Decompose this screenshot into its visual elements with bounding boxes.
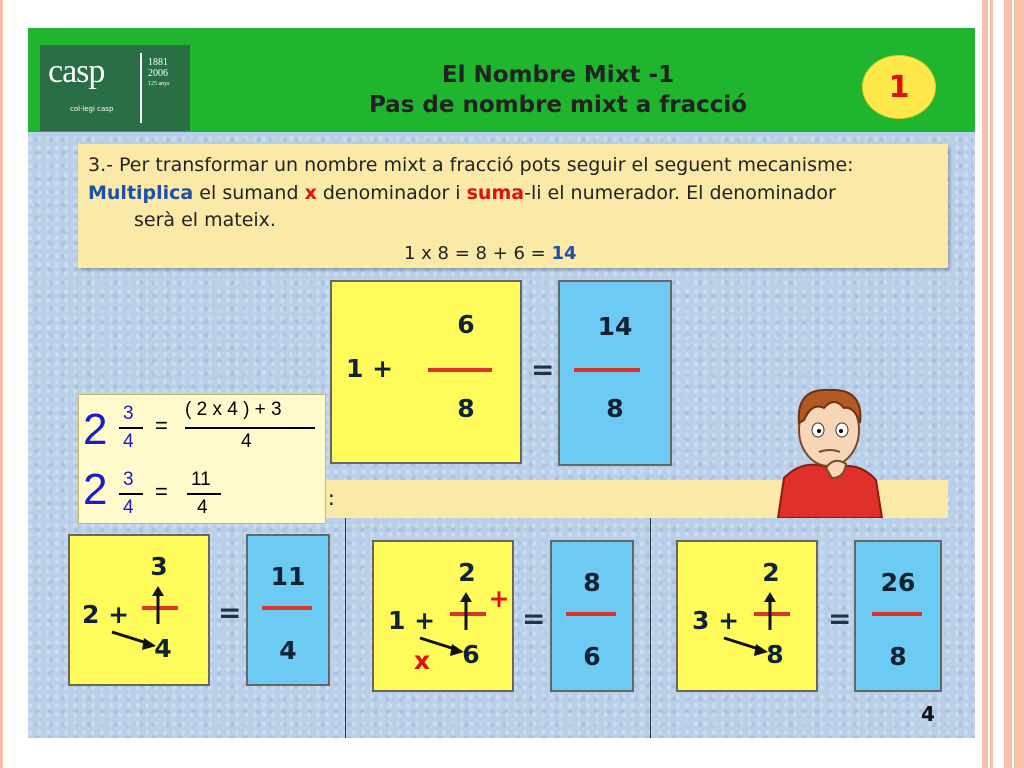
page-number: 4 [921, 702, 935, 726]
formula-line [119, 427, 143, 429]
formula-rhs-num-1: ( 2 x 4 ) + 3 [185, 399, 282, 420]
arrow-icon [110, 584, 190, 654]
example-result-panel [246, 534, 330, 686]
example-denominator: 4 [154, 634, 172, 663]
equals-sign: = [218, 596, 242, 629]
formula-rhs-den-2: 4 [197, 497, 208, 518]
result-numerator: 14 [597, 312, 633, 341]
example-panel [372, 540, 514, 692]
decor-stripe [990, 0, 993, 768]
thinking-boy-illustration [774, 368, 884, 518]
instruction-line-3: serà el mateix. [134, 209, 276, 231]
arrow-icon [418, 590, 498, 660]
example-whole: 3 + [692, 606, 740, 635]
result-fraction-panel [558, 280, 672, 466]
calculation-line: 1 x 8 = 8 + 6 = 14 [404, 243, 577, 264]
result-denominator: 8 [606, 394, 624, 423]
instruction-line-1: 3.- Per transformar un nombre mixt a fracció pots seguir el seguent mecanisme: [88, 154, 854, 176]
mixed-denominator: 8 [457, 394, 475, 423]
column-divider [650, 518, 651, 738]
equals-sign: = [522, 602, 546, 635]
header-bar [28, 28, 975, 132]
title-line-2: Pas de nombre mixt a fracció [368, 92, 748, 118]
formula-whole-2: 2 [83, 465, 108, 514]
example-result-panel [550, 540, 634, 692]
example-panel [68, 534, 210, 686]
fraction-bar [872, 612, 922, 616]
example-result-numerator: 11 [270, 562, 306, 591]
example-numerator: 2 [458, 558, 476, 587]
logo-divider [140, 53, 142, 123]
formula-rhs-den-1: 4 [241, 431, 252, 452]
example-result-denominator: 8 [889, 642, 907, 671]
example-result-denominator: 6 [583, 642, 601, 671]
decor-stripe [1014, 0, 1024, 768]
left-edge-stripe [0, 0, 3, 768]
example-plus-marker: + [488, 584, 510, 613]
formula-den-1: 4 [123, 431, 134, 452]
fraction-bar [574, 368, 640, 372]
instructions-panel [78, 144, 948, 268]
mixed-number-panel [330, 280, 522, 464]
example-numerator: 3 [150, 552, 168, 581]
example-denominator: 6 [462, 640, 480, 669]
formula-equals-1: = [155, 413, 168, 438]
formula-equals-2: = [155, 479, 168, 504]
example-result-numerator: 8 [583, 568, 601, 597]
formula-rhs-num-2: 11 [191, 469, 211, 490]
school-logo [40, 45, 190, 131]
example-whole: 2 + [82, 600, 130, 629]
arrow-icon [722, 590, 802, 660]
fraction-bar [428, 368, 492, 372]
example-times-marker: x [414, 646, 431, 675]
mixed-numerator: 6 [457, 310, 475, 339]
example-result-panel [854, 540, 942, 692]
equals-sign: = [828, 602, 852, 635]
formula-whole-1: 2 [83, 405, 108, 454]
equals-sign: = [531, 353, 555, 386]
example-numerator: 2 [762, 558, 780, 587]
fraction-bar [566, 612, 616, 616]
fraction-bar [262, 606, 312, 610]
example-denominator: 8 [766, 640, 784, 669]
formula-num-1: 3 [123, 403, 134, 424]
instruction-line-2: Multiplica el sumand x denominador i suma-li el numerador. El denominador [88, 182, 836, 204]
formula-line [119, 493, 143, 495]
logo-years: 1881 2006 125 anys [148, 57, 170, 87]
decor-stripe [1004, 0, 1012, 768]
example-panel [676, 540, 818, 692]
formula-den-2: 4 [123, 497, 134, 518]
formula-num-2: 3 [123, 469, 134, 490]
example-result-denominator: 4 [279, 636, 297, 665]
title-line-1: El Nombre Mixt -1 [441, 62, 675, 88]
formula-box [78, 394, 326, 524]
formula-line [187, 493, 221, 495]
formula-line [185, 427, 315, 429]
lesson-number-badge: 1 [863, 56, 935, 118]
slide [28, 28, 975, 738]
column-divider [345, 518, 346, 738]
mixed-whole: 1 + [346, 354, 394, 383]
logo-subtitle: col·legi casp [70, 105, 114, 113]
example-result-numerator: 26 [880, 568, 916, 597]
decor-stripe [982, 0, 988, 768]
page-title [328, 60, 788, 120]
band-text: : [328, 486, 335, 510]
logo-text: casp [48, 53, 105, 90]
example-whole: 1 + [388, 606, 436, 635]
